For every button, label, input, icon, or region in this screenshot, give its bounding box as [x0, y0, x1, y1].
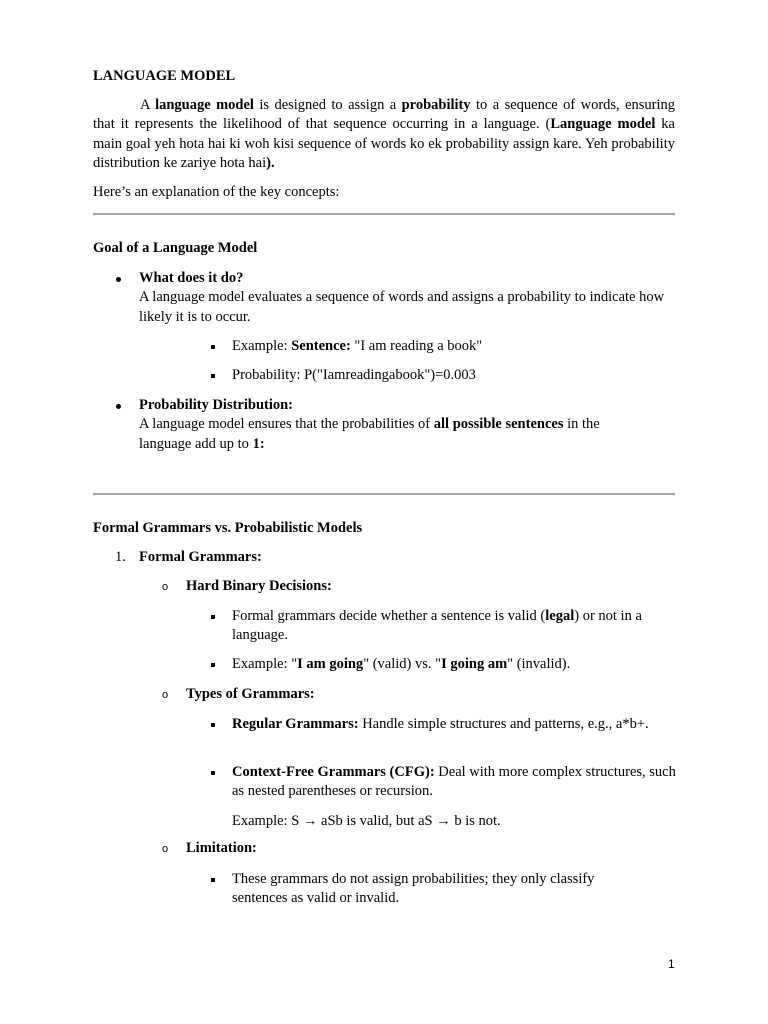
point-example-going: Example: "I am going" (valid) vs. "I going am" (invalid). — [232, 656, 571, 672]
intro-bold-4: ). — [266, 154, 275, 171]
square-bullet-icon — [211, 771, 215, 775]
square-bullet-icon — [211, 723, 215, 727]
intro-bold-2: probability — [401, 97, 471, 113]
point-limitation: These grammars do not assign probabilities; they only classify sentences as valid or invalid. — [232, 871, 595, 907]
circle-bullet-icon: o — [162, 689, 169, 701]
bullet-disc-icon — [116, 404, 121, 409]
list-number: 1. — [115, 549, 126, 565]
square-bullet-icon — [211, 615, 215, 619]
horizontal-divider — [93, 493, 675, 495]
list-item-formal-grammars: Formal Grammars: — [139, 549, 262, 565]
circle-bullet-icon: o — [162, 843, 169, 855]
explanation-line: Here’s an explanation of the key concepts: — [93, 184, 340, 200]
section-heading-formal-grammars: Formal Grammars vs. Probabilistic Models — [93, 520, 363, 536]
bullet-disc-icon — [116, 277, 121, 282]
document-title: LANGUAGE MODEL — [93, 68, 236, 84]
sub-bullet-probability: Probability: P("Iamreadingabook")=0.003 — [232, 367, 476, 383]
cfg-example: Example: S → aSb is valid, but aS → b is not. — [232, 813, 501, 829]
intro-text-4: ka main goal yeh hota hai ki woh kisi sequence of words ko ek probability assign kare. Yeh probability distribution ke zariye hota hai — [93, 116, 675, 171]
intro-text-1: A — [140, 97, 156, 113]
bullet-label: Probability Distribution: — [139, 397, 294, 413]
horizontal-divider — [93, 213, 675, 215]
intro-paragraph — [93, 96, 675, 173]
square-bullet-icon — [211, 878, 215, 882]
square-bullet-icon — [211, 345, 215, 349]
square-bullet-icon — [211, 374, 215, 378]
sub-heading-types: Types of Grammars: — [186, 686, 315, 702]
bullet-text: A language model evaluates a sequence of words and assigns a probability to indicate how likely it is to occur. — [139, 289, 665, 325]
page-number: 1 — [668, 957, 675, 971]
sub-heading-hard-binary: Hard Binary Decisions: — [186, 578, 332, 594]
bullet-probability-distribution: Probability Distribution: A language model ensures that the probabilities of all possible sentences in the language add up to 1: — [139, 397, 600, 452]
point-formal-decide: Formal grammars decide whether a sentence is valid (legal) or not in a language. — [232, 608, 642, 644]
sub-bullet-example: Example: Sentence: "I am reading a book" — [232, 338, 483, 354]
intro-bold-1: language model — [155, 97, 254, 113]
circle-bullet-icon: o — [162, 581, 169, 593]
intro-text-3: to a sequence of words, ensuring that it represents the likelihood of that sequence occurring in a language. ( — [93, 97, 676, 133]
intro-text-2: is designed to assign a — [253, 97, 402, 113]
bullet-label: What does it do? — [139, 270, 244, 286]
intro-bold-3: Language model — [550, 116, 656, 133]
point-cfg: Context-Free Grammars (CFG): Deal with more complex structures, such as nested parentheses or recursion. — [232, 764, 676, 800]
section-heading-goal: Goal of a Language Model — [93, 240, 258, 256]
sub-heading-limitation: Limitation: — [186, 840, 257, 856]
point-regular-grammars: Regular Grammars: Handle simple structures and patterns, e.g., a*b+. — [232, 716, 649, 732]
bullet-what-does-it-do — [139, 269, 679, 327]
square-bullet-icon — [211, 663, 215, 667]
